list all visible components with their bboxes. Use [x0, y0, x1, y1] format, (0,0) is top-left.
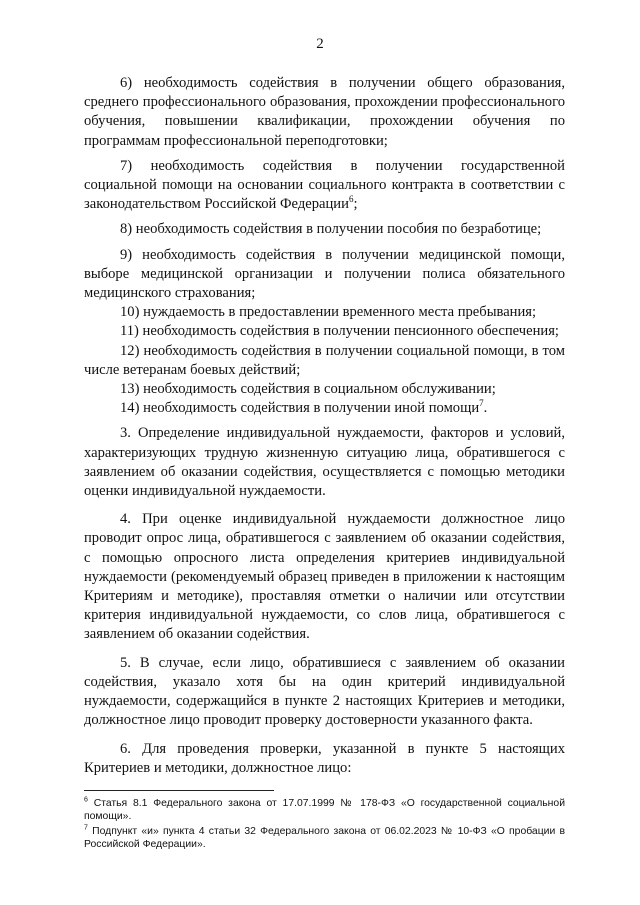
paragraph-item-9: 9) необходимость содействия в получении медицинской помощи, выборе медицинской организации и получении полиса обязательного медицинского страхования; — [84, 246, 565, 302]
paragraph-item-8: 8) необходимость содействия в получении пособия по безработице; — [120, 221, 542, 238]
paragraph-clause-6: 6. Для проведения проверки, указанной в пункте 5 настоящих Критериев и методики, должностное лицо: — [84, 740, 565, 776]
paragraph-clause-5: 5. В случае, если лицо, обратившиеся с заявлением об оказании содействия, указало хотя бы на один критерий индивидуальной нуждаемости, содержащийся в пункте 2 настоящих Критериев и методики, должностное лицо проводит проверку достоверности указанного факта. — [84, 654, 565, 729]
footnote-divider — [84, 790, 274, 791]
paragraph-item-7: 7) необходимость содействия в получении государственной социальной помощи на основании социального контракта в соответствии с законодательством Российской Федерации$^6$; — [84, 157, 565, 213]
paragraph-item-10: 10) нуждаемость в предоставлении временного места пребывания; — [120, 304, 537, 321]
footnotes — [84, 797, 565, 853]
footnote-7: $^7$ Подпункт «и» пункта 4 статьи 32 Федерального закона от 06.02.2023 № 10-ФЗ «О пробации в Российской Федерации». — [84, 824, 565, 850]
paragraph-item-14: 14) необходимость содействия в получении иной помощи$^7$. — [120, 398, 488, 417]
footnote-ref-7[interactable]: 7 — [479, 398, 484, 409]
paragraph-clause-4: 4. При оценке индивидуальной нуждаемости должностное лицо проводит опрос лица, обратившегося с заявлением об оказании содействия, с помощью опросного листа определения критериев индивидуальной нуждаемости (рекомендуемый образец приведен в приложении к настоящим Критериям и методике), проставляя отметки о наличии или отсутствии критерия индивидуальной нуждаемости, со слов лица, обратившегося с заявлением об оказании содействия. — [84, 511, 565, 643]
paragraph-clause-3: 3. Определение индивидуальной нуждаемости, факторов и условий, характеризующих трудную жизненную ситуацию лица, обратившегося с заявлением об оказании содействия, осуществляется с помощью методики оценки индивидуальной нуждаемости. — [84, 425, 565, 500]
paragraph-item-6: 6) необходимость содействия в получении общего образования, среднего профессионального образования, прохождении профессионального обучения, повышении квалификации, прохождении обучения по программам профессиональной переподготовки; — [84, 75, 565, 149]
footnote-6: $^6$ Статья 8.1 Федерального закона от 17.07.1999 № 178-ФЗ «О государственной социальной помощи». — [84, 796, 565, 822]
paragraph-item-12: 12) необходимость содействия в получении социальной помощи, в том числе ветеранам боевых действий; — [84, 342, 565, 378]
paragraph-item-13: 13) необходимость содействия в социальном обслуживании; — [120, 381, 496, 398]
footnote-ref-6[interactable]: 6 — [348, 194, 354, 205]
document-body — [84, 74, 565, 778]
paragraph-item-11: 11) необходимость содействия в получении пенсионного обеспечения; — [120, 323, 559, 340]
page-number: 2 — [316, 36, 324, 52]
